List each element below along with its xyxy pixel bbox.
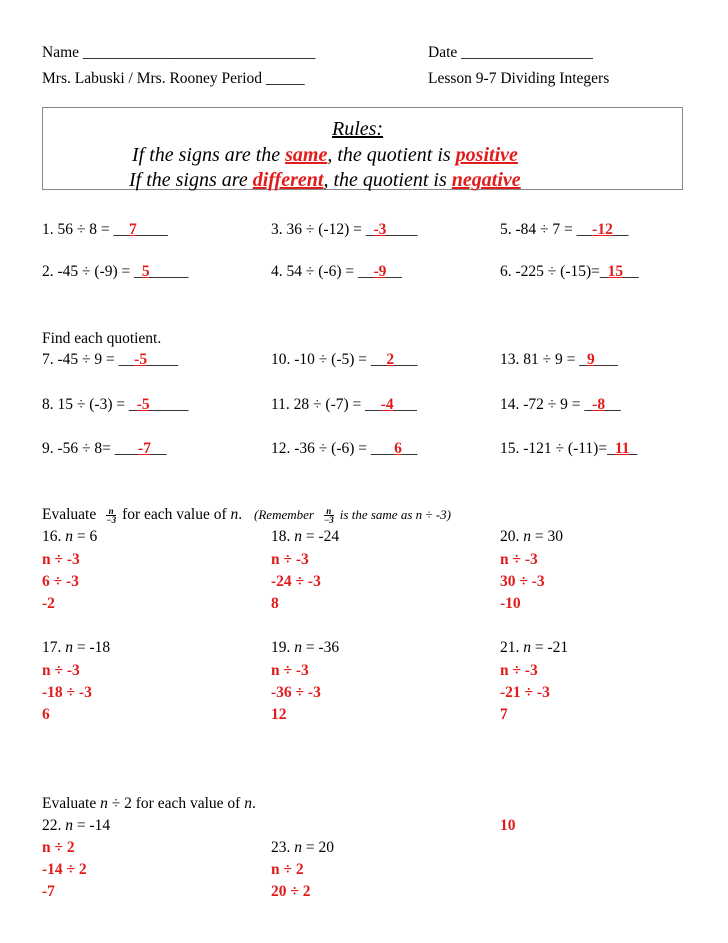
blank: __ [605,396,621,413]
work-answer: 7 [500,706,508,723]
blank: __ [370,351,387,368]
work-answer: 12 [271,706,287,723]
item-header [500,528,563,546]
period-blank[interactable]: _____ [265,70,305,87]
item-header [500,639,568,657]
frac-denominator: −3 [106,514,117,525]
name-blank[interactable]: ______________________________ [82,44,316,61]
work-answer: 8 [271,595,279,612]
blank: ___ [370,440,395,457]
work-line-2: -36 ÷ -3 [271,684,321,701]
answer: 5 [141,263,150,280]
blank: __ [365,396,381,413]
remember-post: is the same as n ÷ -3) [339,507,451,522]
blank: ____ [147,351,179,368]
blank: __ [612,221,629,238]
blank: __ [623,263,639,280]
rule1-pre: If the signs are the [132,144,286,166]
date-label: Date [428,44,458,61]
answer: -5 [134,351,148,368]
item-value: = 6 [73,528,98,545]
rule1-result: positive [455,144,518,166]
rule1-mid: , the quotient is [327,144,456,166]
answer: 6 [394,440,402,457]
period: . [238,506,243,523]
answer: -8 [592,396,606,413]
item-label: 21. [500,639,520,656]
work-line-2: 20 ÷ 2 [271,883,311,900]
work-line-1: n ÷ -3 [271,551,309,568]
problem-question: 13. 81 ÷ 9 = [500,351,580,368]
item-value: = -18 [73,639,111,656]
problem-5 [500,221,628,239]
variable-n: n [523,639,531,656]
problem-question: 14. -72 ÷ 9 = [500,396,585,413]
item-value: = -14 [73,817,111,834]
blank: _ [128,396,137,413]
evaluate-expr: ÷ 2 for each value of [107,795,245,812]
work-line-1: n ÷ -3 [500,551,538,568]
problem-question: 10. -10 ÷ (-5) = [271,351,371,368]
blank: _____ [149,396,189,413]
frac-denominator: −3 [323,514,334,525]
evaluate-heading-1 [42,506,451,524]
date-blank[interactable]: _________________ [461,44,593,61]
blank: ____ [136,221,168,238]
answer: 15 [607,263,624,280]
blank: _____ [149,263,189,280]
item-header [42,817,110,835]
blank: _ [629,440,638,457]
item-label: 20. [500,528,520,545]
problem-9 [42,440,166,458]
blank: __ [113,221,129,238]
work-answer: -7 [42,883,55,900]
rule2-pre: If the signs are [129,169,253,191]
problem-3 [271,221,417,239]
work-line-2: -24 ÷ -3 [271,573,321,590]
item-header [42,528,97,546]
work-answer: 6 [42,706,50,723]
problem-question: 2. -45 ÷ (-9) = [42,263,135,280]
blank: ___ [394,351,418,368]
variable-n: n [230,506,239,523]
work-line-2: -21 ÷ -3 [500,684,550,701]
item-value: = 20 [302,839,334,856]
answer: -9 [373,263,387,280]
variable-n: n [100,795,108,812]
answer: 7 [129,221,137,238]
blank: __ [386,263,402,280]
teacher-line [42,70,305,88]
evaluate-mid: for each value of [122,506,227,523]
blank: ____ [386,221,418,238]
work-line-1: n ÷ -3 [42,662,80,679]
name-line [42,44,315,62]
period: . [251,795,256,812]
blank: _ [365,221,374,238]
work-line-1: n ÷ -3 [271,662,309,679]
item-24-answer: 10 [500,817,516,834]
problem-11 [271,396,417,414]
item-header [42,639,110,657]
item-label: 17. [42,639,62,656]
item-label: 22. [42,817,62,834]
item-value: = -36 [302,639,340,656]
remember-pre: (Remember [254,507,314,522]
date-line [428,44,593,62]
item-header [271,528,339,546]
rules-title: Rules: [332,118,384,140]
item-value: = -21 [531,639,569,656]
answer: -7 [138,440,151,457]
variable-n: n [523,528,531,545]
problem-question: 8. 15 ÷ (-3) = [42,396,129,413]
variable-n: n [294,839,302,856]
item-label: 23. [271,839,291,856]
blank: __ [576,221,593,238]
blank: __ [357,263,374,280]
rule-different-signs [129,168,521,192]
item-label: 16. [42,528,62,545]
problem-15 [500,440,637,458]
variable-n: n [294,528,302,545]
item-value: = -24 [302,528,340,545]
problem-question: 3. 36 ÷ (-12) = [271,221,366,238]
frac-numerator: n [106,507,116,516]
problem-4 [271,263,402,281]
evaluate-heading-2 [42,795,256,813]
rule2-mid: , the quotient is [323,169,452,191]
evaluate-lead: Evaluate [42,795,101,812]
blank: __ [401,440,418,457]
answer: 11 [614,440,630,457]
work-line-1: n ÷ -3 [500,662,538,679]
item-label: 19. [271,639,291,656]
frac-numerator: n [324,507,334,516]
problem-7 [42,351,178,369]
blank: ___ [594,351,618,368]
evaluate-lead: Evaluate [42,506,97,523]
problem-question: 11. 28 ÷ (-7) = [271,396,366,413]
problem-question: 15. -121 ÷ (-11)= [500,440,608,457]
work-answer: -2 [42,595,55,612]
lesson-title: Lesson 9-7 Dividing Integers [428,70,610,87]
problem-question: 12. -36 ÷ (-6) = [271,440,371,457]
problem-question: 1. 56 ÷ 8 = [42,221,114,238]
answer: -4 [380,396,394,413]
problem-10 [271,351,417,369]
item-label: 18. [271,528,291,545]
blank: __ [118,351,135,368]
item-header [271,639,339,657]
rule-same-signs [132,143,518,167]
fraction-n-over-neg3-remember [324,507,334,524]
blank: ___ [114,440,139,457]
answer: -3 [373,221,387,238]
variable-n: n [294,639,302,656]
blank: _ [599,263,608,280]
problem-question: 9. -56 ÷ 8= [42,440,115,457]
answer: -5 [136,396,150,413]
blank: _ [584,396,593,413]
problem-question: 6. -225 ÷ (-15)= [500,263,600,280]
blank: __ [150,440,167,457]
problem-8 [42,396,188,414]
name-label: Name [42,44,80,61]
find-heading: Find each quotient. [42,330,162,347]
blank: _ [134,263,142,280]
blank: ___ [393,396,417,413]
problem-question: 7. -45 ÷ 9 = [42,351,119,368]
rule1-key: same [285,144,328,166]
problem-13 [500,351,618,369]
problem-2 [42,263,188,281]
work-answer: -10 [500,595,521,612]
blank: _ [579,351,587,368]
answer: 2 [386,351,395,368]
item-header [271,839,334,857]
problem-question: 4. 54 ÷ (-6) = [271,263,358,280]
problem-6 [500,263,639,281]
problem-14 [500,396,621,414]
problem-12 [271,440,417,458]
teachers-text: Mrs. Labuski / Mrs. Rooney Period [42,70,263,87]
problem-question: 5. -84 ÷ 7 = [500,221,577,238]
work-line-2: -14 ÷ 2 [42,861,87,878]
rule2-key: different [252,169,324,191]
answer: -12 [592,221,613,238]
variable-n: n [65,639,73,656]
work-line-1: n ÷ -3 [42,551,80,568]
variable-n: n [244,795,252,812]
work-line-2: -18 ÷ -3 [42,684,92,701]
item-value: = 30 [531,528,563,545]
variable-n: n [65,817,73,834]
answer: 9 [587,351,595,368]
fraction-n-over-neg3 [106,507,116,524]
work-line-2: 6 ÷ -3 [42,573,79,590]
problem-1 [42,221,168,239]
blank: _ [607,440,615,457]
variable-n: n [65,528,73,545]
rule2-result: negative [451,169,521,191]
work-line-1: n ÷ 2 [42,839,75,856]
work-line-2: 30 ÷ -3 [500,573,545,590]
work-line-1: n ÷ 2 [271,861,304,878]
